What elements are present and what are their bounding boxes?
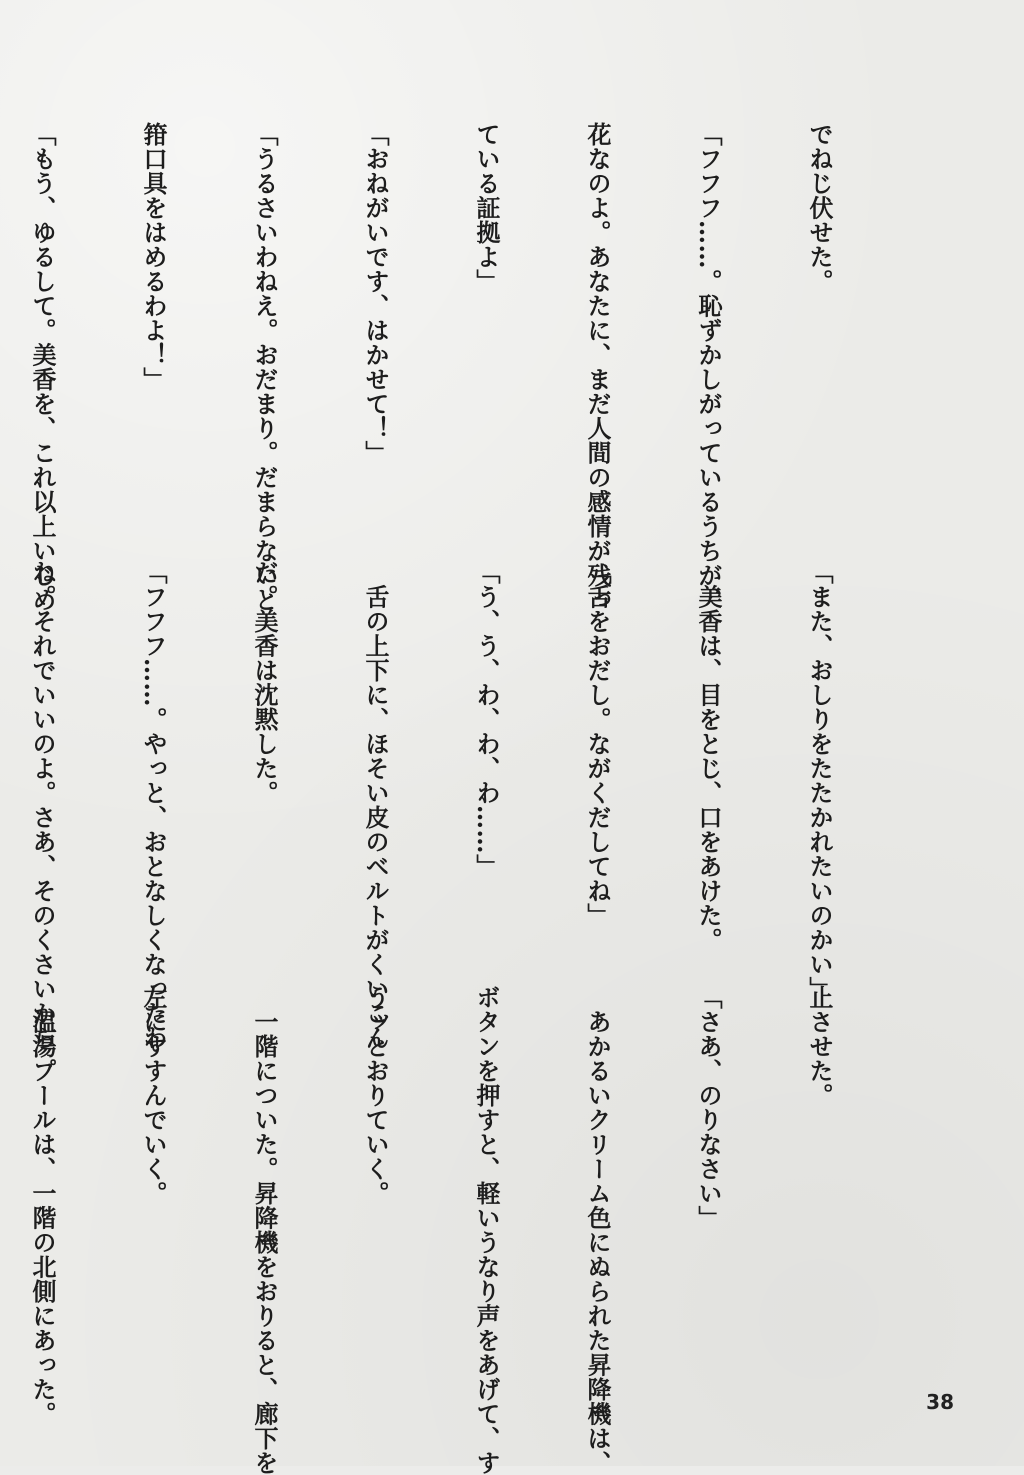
text-line: 「舌をおだし。ながくだしてね」 <box>583 560 612 928</box>
text-line: 「フフフ……。やっと、おとなしくなったわ <box>139 560 168 1050</box>
text-line: 美香は、目をとじ、口をあけた。 <box>694 560 723 952</box>
text-line: 温湯プールは、一階の北側にあった。 <box>28 985 57 1426</box>
text-line: ね。それでいいのよ。さあ、そのくさいから <box>28 560 57 1050</box>
text-line: 一階についた。昇降機をおりると、廊下を <box>250 985 279 1475</box>
text-line: 左にすすんでいく。 <box>139 985 168 1206</box>
text-line: あかるいクリーム色にぬられた昇降機は、 <box>583 985 612 1475</box>
text-line: ている証拠よ」 <box>472 122 501 294</box>
text-line: 「うるさいわねえ。おだまり。だまらないと <box>250 122 279 612</box>
text-line: 「また、おしりをたたかれたいのかい」 <box>805 560 834 1001</box>
text-line: 花なのよ。あなたに、まだ人間の感情が残っ <box>583 122 612 612</box>
bottom-text-block <box>28 985 912 1475</box>
text-line: 「おねがいです、はかせて！」 <box>361 122 390 465</box>
page-number: 38 <box>926 1390 954 1414</box>
text-line: 止させた。 <box>805 985 834 1108</box>
text-line: 「もう、ゆるして。美香を、これ以上いじめ <box>28 122 57 612</box>
text-line: 「フフフ……。恥ずかしがっているうちが、 <box>694 122 723 612</box>
text-line: 「さあ、のりなさい」 <box>694 985 723 1230</box>
text-line: 舌の上下に、ほそい皮のベルトがくいこん <box>361 560 390 1050</box>
text-line: ボタンを押すと、軽いうなり声をあげて、す <box>472 985 501 1475</box>
text-line: でねじ伏せた。 <box>805 122 834 294</box>
text-line: 箝口具をはめるわよ！」 <box>139 122 168 392</box>
text-line: だ。美香は沈黙した。 <box>250 560 279 805</box>
upper-text-block <box>28 122 912 612</box>
text-line: うッとおりていく。 <box>361 985 390 1206</box>
text-line: 「う、う、わ、わ、わ……」 <box>472 560 501 879</box>
